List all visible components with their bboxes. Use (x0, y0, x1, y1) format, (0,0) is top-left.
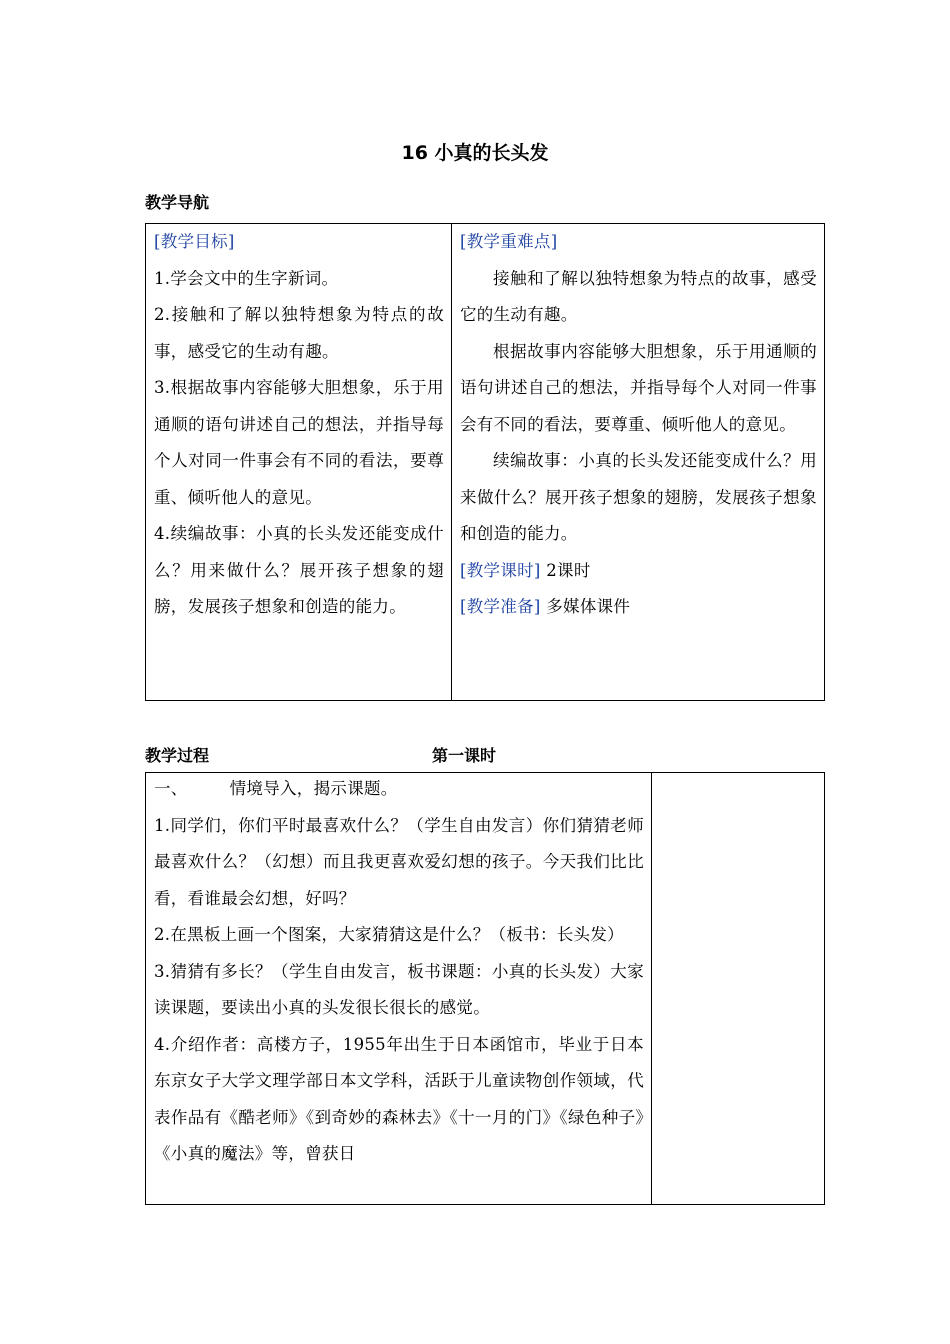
key-point-paragraph: 接触和了解以独特想象为特点的故事，感受它的生动有趣。 (460, 268, 817, 324)
column-divider (451, 224, 452, 700)
section-heading-row (154, 771, 644, 808)
page-title: 16 小真的长头发 (401, 142, 549, 164)
objective-item: 3.根据故事内容能够大胆想象，乐于用通顺的语句讲述自己的想法，并指导每个人对同一件事会有不同的看法，要尊重、倾听他人的意见。 (154, 378, 444, 507)
process-content-cell (154, 771, 644, 1173)
section-number: 一、 (154, 779, 188, 798)
teaching-hours-value: 2课时 (546, 560, 591, 580)
process-item: 1.同学们，你们平时最喜欢什么？（学生自由发言）你们猜猜老师最喜欢什么？（幻想）而且我更喜欢爱幻想的孩子。今天我们比比看，看谁最会幻想，好吗？ (154, 815, 644, 908)
key-points-cell (460, 224, 817, 626)
objective-item: 4.续编故事：小真的长头发还能变成什么？用来做什么？展开孩子想象的翅膀，发展孩子想象和创造的能力。 (154, 524, 444, 616)
teaching-prep-value: 多媒体课件 (546, 597, 631, 616)
objective-item: 1.学会文中的生字新词。 (154, 268, 339, 288)
teaching-process-heading: 教学过程 (145, 746, 210, 765)
teaching-process-table (145, 772, 825, 1205)
objective-item: 2.接触和了解以独特想象为特点的故事，感受它的生动有趣。 (154, 305, 444, 361)
first-lesson-heading: 第一课时 (432, 746, 497, 765)
teaching-hours-label: [教学课时] (460, 560, 541, 580)
section-title: 情境导入，揭示课题。 (229, 779, 398, 798)
process-item: 3.猜猜有多长？（学生自由发言，板书课题：小真的长头发）大家读课题，要读出小真的头发很长很长的感觉。 (154, 961, 644, 1017)
key-points-header: [教学重难点] (460, 232, 558, 251)
teaching-prep-label: [教学准备] (460, 597, 541, 616)
objectives-cell (154, 224, 444, 626)
key-point-paragraph: 续编故事：小真的长头发还能变成什么？用来做什么？展开孩子想象的翅膀，发展孩子想象和创造的能力。 (460, 451, 817, 543)
process-item: 4.介绍作者：高楼方子，1955年出生于日本函馆市，毕业于日本东京女子大学文理学部日本文学科，活跃于儿童读物创作领域，代表作品有《酷老师》《到奇妙的森林去》《十一月的门》《绿色种子》《小真的魔法》等，曾获日 (154, 1034, 644, 1163)
process-item: 2.在黑板上画一个图案，大家猜猜这是什么？（板书：长头发） (154, 925, 624, 944)
teaching-navigation-table (145, 223, 825, 701)
teaching-navigation-heading: 教学导航 (145, 193, 210, 212)
teaching-hours-row (460, 553, 817, 590)
column-divider (651, 773, 652, 1204)
teaching-prep-row (460, 589, 817, 626)
key-point-paragraph: 根据故事内容能够大胆想象，乐于用通顺的语句讲述自己的想法，并指导每个人对同一件事会有不同的看法，要尊重、倾听他人的意见。 (460, 341, 817, 434)
objectives-header: [教学目标] (154, 232, 235, 251)
